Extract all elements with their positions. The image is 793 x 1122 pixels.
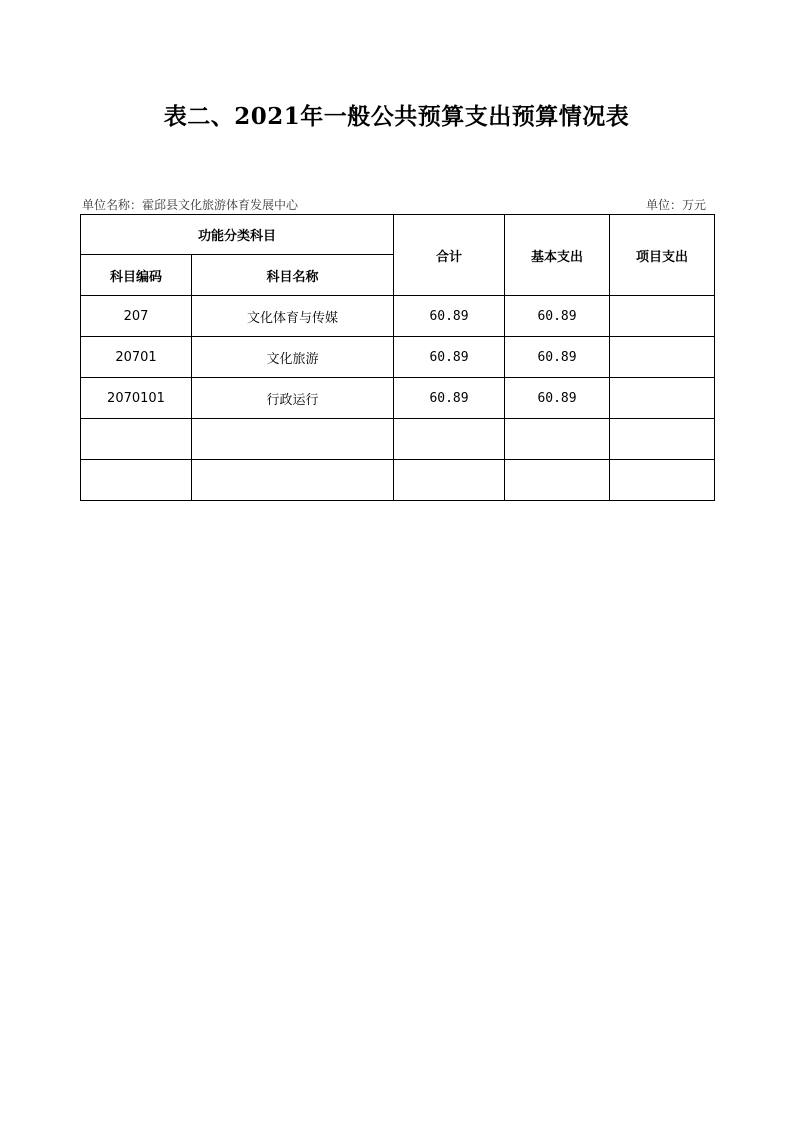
cell-total: 60.89 <box>394 378 505 419</box>
table-row <box>81 419 715 460</box>
cell-total <box>394 460 505 501</box>
header-project-expenditure: 项目支出 <box>610 215 715 296</box>
cell-total: 60.89 <box>394 296 505 337</box>
table-row <box>81 378 715 419</box>
unit-label: 单位：万元 <box>646 198 707 212</box>
cell-name: 文化体育与传媒 <box>192 296 394 337</box>
cell-code: 20701 <box>81 337 192 378</box>
header-basic-expenditure: 基本支出 <box>505 215 610 296</box>
cell-code <box>81 419 192 460</box>
cell-basic: 60.89 <box>505 337 610 378</box>
header-total: 合计 <box>394 215 505 296</box>
cell-project <box>610 460 715 501</box>
header-subject-code: 科目编码 <box>81 255 192 296</box>
cell-name <box>192 419 394 460</box>
cell-name <box>192 460 394 501</box>
cell-project <box>610 419 715 460</box>
header-function-category: 功能分类科目 <box>81 215 394 255</box>
header-subject-name: 科目名称 <box>192 255 394 296</box>
cell-name: 文化旅游 <box>192 337 394 378</box>
cell-basic <box>505 460 610 501</box>
table-row <box>81 337 715 378</box>
page-title: 表二、2021年一般公共预算支出预算情况表 <box>163 103 630 130</box>
table-row <box>81 460 715 501</box>
budget-table <box>80 214 715 501</box>
cell-basic: 60.89 <box>505 296 610 337</box>
cell-total: 60.89 <box>394 337 505 378</box>
cell-name: 行政运行 <box>192 378 394 419</box>
cell-code: 2070101 <box>81 378 192 419</box>
unit-name-label: 单位名称：霍邱县文化旅游体育发展中心 <box>82 198 299 212</box>
cell-total <box>394 419 505 460</box>
cell-basic <box>505 419 610 460</box>
cell-project <box>610 378 715 419</box>
cell-code <box>81 460 192 501</box>
cell-code: 207 <box>81 296 192 337</box>
cell-basic: 60.89 <box>505 378 610 419</box>
table-row <box>81 296 715 337</box>
cell-project <box>610 337 715 378</box>
cell-project <box>610 296 715 337</box>
